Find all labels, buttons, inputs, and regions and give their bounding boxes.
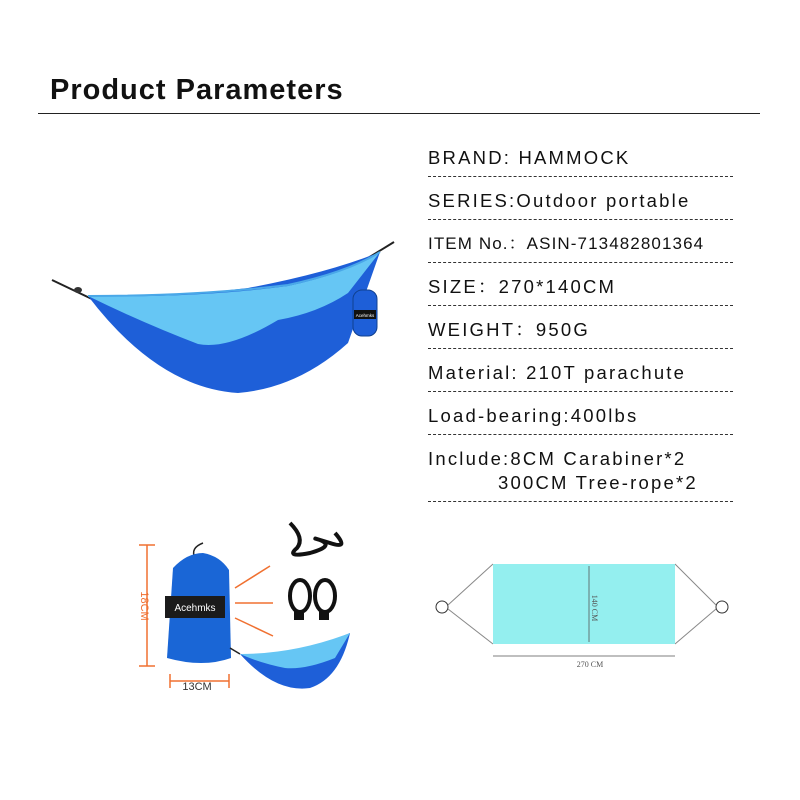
spec-item-number: ITEM No.：ASIN-713482801364 [428,232,733,263]
hammock-product-image [48,238,398,403]
right-top-cord [675,564,716,605]
left-rope [52,280,94,300]
arrow-to-hammock-icon [235,618,273,636]
bag-brand-text: Acehmks [355,313,375,318]
spec-include-line1: Include:8CM Carabiner*2 [428,448,687,469]
left-ring-icon [436,601,448,613]
bag-width-label: 13CM [182,681,212,693]
spec-series: SERIES:Outdoor portable [428,189,733,220]
package-contents-image [125,518,365,698]
diagram-height-label: 140 CM [590,594,599,622]
size-diagram [428,552,738,672]
small-hammock-rope [230,648,240,654]
spec-weight: WEIGHT：950G [428,318,733,349]
carabiner-icon [290,580,310,612]
title-divider [38,113,760,114]
left-top-cord [448,564,493,605]
stuff-bag-brand: Acehmks [174,603,216,614]
carabiner-strap [294,610,304,620]
right-ring-icon [716,601,728,613]
arrow-to-rope-icon [235,566,270,588]
spec-include [428,447,733,502]
spec-brand: BRAND: HAMMOCK [428,146,733,177]
carabiner-icon [315,580,335,612]
page-title: Product Parameters [50,74,344,106]
tree-rope-icon [290,523,341,555]
rope-knot-icon [74,287,82,293]
spec-material: Material: 210T parachute [428,361,733,392]
specs-list [428,146,758,514]
right-bottom-cord [675,609,716,644]
hammock-size-rect [493,564,675,644]
spec-load-bearing: Load-bearing:400lbs [428,404,733,435]
left-bottom-cord [448,609,493,644]
carabiner-strap [319,610,329,620]
spec-size: SIZE：270*140CM [428,275,733,306]
spec-include-line2: 300CM Tree-rope*2 [498,472,698,493]
diagram-width-label: 270 CM [576,660,604,669]
bag-height-label: 18CM [138,591,150,621]
